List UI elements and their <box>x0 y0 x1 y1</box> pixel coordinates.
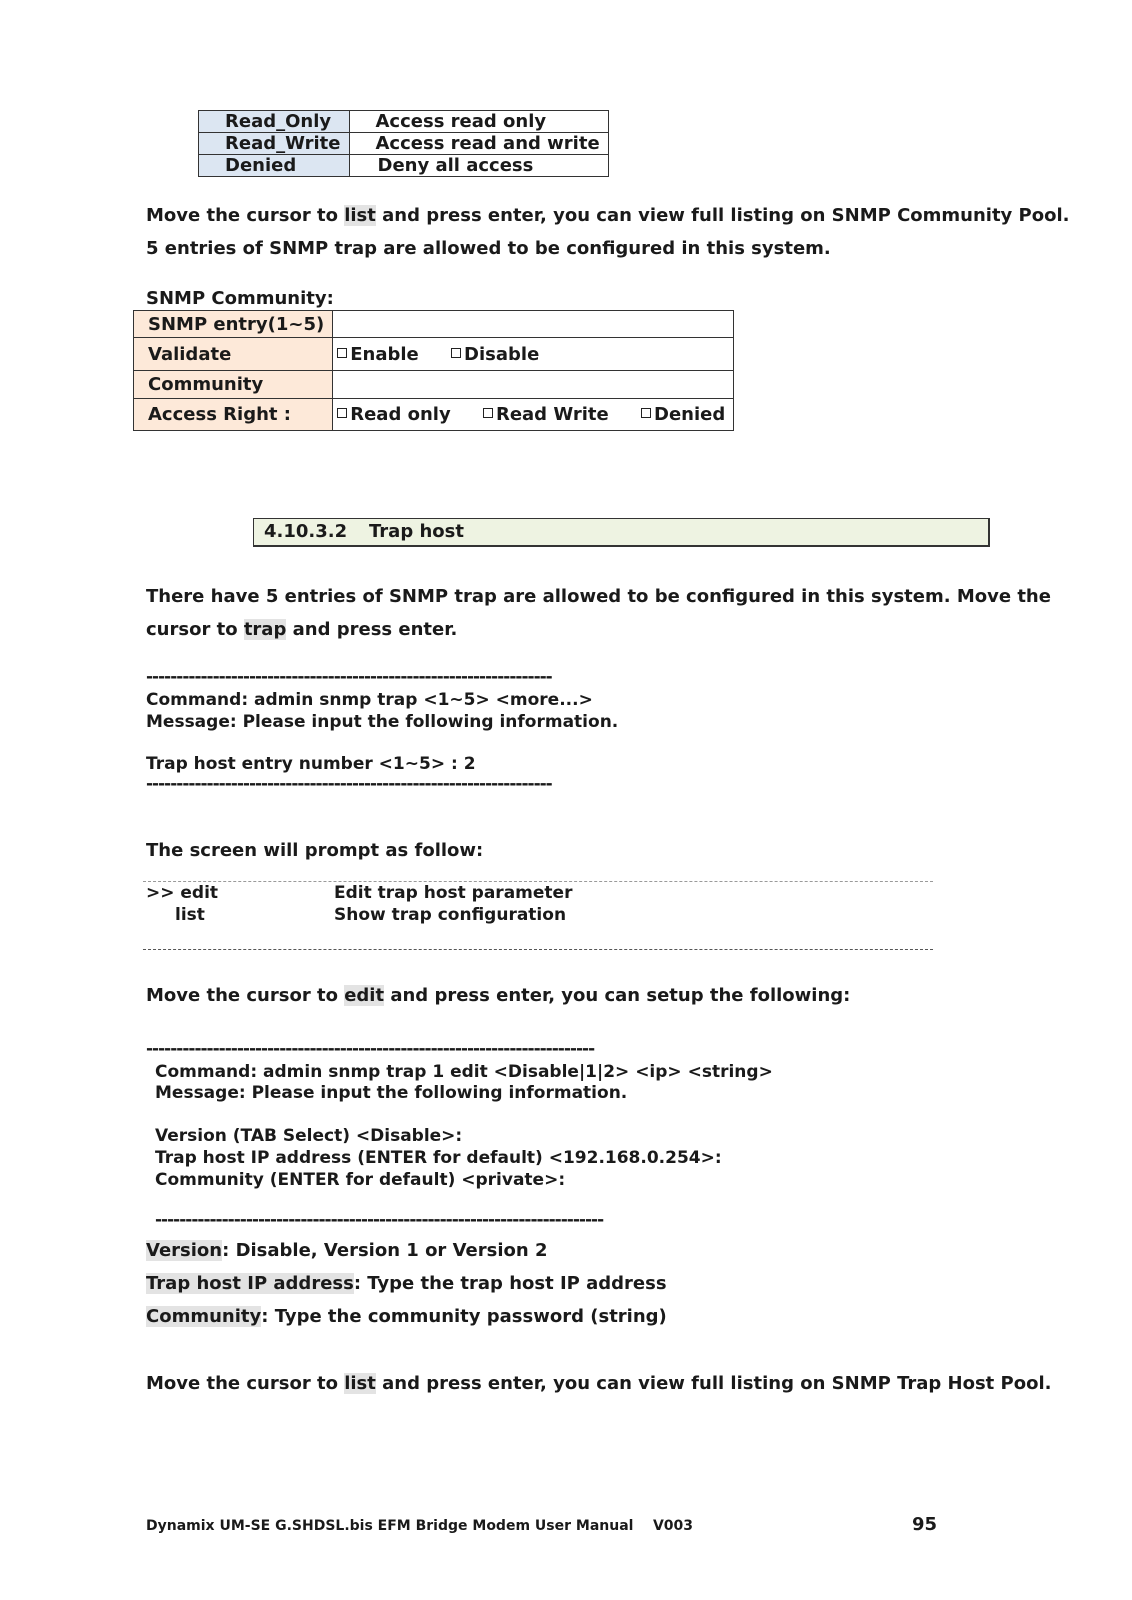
table-cell-label: Community <box>134 371 333 399</box>
community-line: Community (ENTER for default) <private>: <box>155 1170 566 1190</box>
footer-title: Dynamix UM-SE G.SHDSL.bis EFM Bridge Modem User Manual V003 <box>146 1518 694 1534</box>
term: Trap host IP address <box>146 1273 354 1294</box>
menu-top-border <box>143 881 933 882</box>
highlight-trap: trap <box>243 619 287 640</box>
table-row <box>134 338 734 371</box>
section-heading <box>253 518 990 547</box>
highlight-edit: edit <box>344 985 385 1006</box>
menu-bottom-border <box>143 949 933 950</box>
paragraph-entries: 5 entries of SNMP trap are allowed to be configured in this system. <box>146 238 831 259</box>
prompt-line: Trap host entry number <1~5> : 2 <box>146 754 476 774</box>
paragraph-trap-intro-1: There have 5 entries of SNMP trap are allowed to be configured in this system. Move the <box>146 586 1051 607</box>
dash-separator: ------------------------------------------------------------------- <box>146 774 552 794</box>
table-cell-key: Read_Only <box>199 111 350 133</box>
dash-separator: -------------------------------------------------------------------------- <box>146 1039 595 1059</box>
table-cell-label: SNMP entry(1~5) <box>134 311 333 338</box>
table-row <box>199 111 609 133</box>
message-line: Message: Please input the following information. <box>146 712 619 732</box>
dash-separator: ------------------------------------------------------------------- <box>146 667 552 687</box>
dash-separator: -------------------------------------------------------------------------- <box>155 1210 604 1230</box>
checkbox-icon <box>483 408 493 418</box>
access-options: Read only Read Write Denied <box>333 399 734 431</box>
footer-version: V003 <box>652 1518 694 1534</box>
table-cell-key: Read_Write <box>199 133 350 155</box>
table-cell-label: Access Right : <box>134 399 333 431</box>
paragraph-community-list: Move the cursor to list and press enter, you can view full listing on SNMP Community Pool. <box>146 205 1070 226</box>
table-row <box>134 371 734 399</box>
menu-desc-edit: Edit trap host parameter <box>334 883 573 903</box>
community-title: SNMP Community: <box>146 288 334 309</box>
checkbox-icon <box>451 348 461 358</box>
menu-cmd-list: list <box>175 905 205 925</box>
table-cell-value: Deny all access <box>349 155 608 177</box>
checkbox-icon <box>641 408 651 418</box>
table-cell-value: Access read only <box>349 111 608 133</box>
command-line: Command: admin snmp trap 1 edit <Disable|1|2> <ip> <string> <box>155 1062 773 1082</box>
paragraph-prompt: The screen will prompt as follow: <box>146 840 484 861</box>
term: Version <box>146 1240 223 1261</box>
snmp-community-table <box>133 310 734 431</box>
validate-options: Enable Disable <box>333 338 734 371</box>
table-row <box>199 133 609 155</box>
command-line: Command: admin snmp trap <1~5> <more...> <box>146 690 593 710</box>
definition-version: Version: Disable, Version 1 or Version 2 <box>146 1240 548 1261</box>
highlight-list: list <box>344 205 376 226</box>
checkbox-icon <box>337 408 347 418</box>
menu-desc-list: Show trap configuration <box>334 905 567 925</box>
checkbox-icon <box>337 348 347 358</box>
table-row <box>134 311 734 338</box>
table-row <box>134 399 734 431</box>
paragraph-edit: Move the cursor to edit and press enter, you can setup the following: <box>146 985 851 1006</box>
menu-cmd-edit: >> edit <box>146 883 219 903</box>
page-number: 95 <box>912 1514 938 1535</box>
table-cell-key: Denied <box>199 155 350 177</box>
version-line: Version (TAB Select) <Disable>: <box>155 1126 463 1146</box>
highlight-list: list <box>344 1373 376 1394</box>
table-row <box>199 155 609 177</box>
section-title: Trap host <box>369 521 464 542</box>
definition-community: Community: Type the community password (string) <box>146 1306 667 1327</box>
term: Community <box>146 1306 262 1327</box>
paragraph-trap-list: Move the cursor to list and press enter, you can view full listing on SNMP Trap Host Pool. <box>146 1373 1052 1394</box>
definition-ip: Trap host IP address: Type the trap host IP address <box>146 1273 667 1294</box>
table-cell-value: Access read and write <box>349 133 608 155</box>
ip-line: Trap host IP address (ENTER for default) <192.168.0.254>: <box>155 1148 722 1168</box>
paragraph-trap-intro-2: cursor to trap and press enter. <box>146 619 458 640</box>
table-cell-empty <box>333 311 734 338</box>
access-rights-table <box>198 110 609 177</box>
table-cell-label: Validate <box>134 338 333 371</box>
table-cell-empty <box>333 371 734 399</box>
section-number: 4.10.3.2 <box>264 521 348 542</box>
message-line: Message: Please input the following information. <box>155 1083 628 1103</box>
